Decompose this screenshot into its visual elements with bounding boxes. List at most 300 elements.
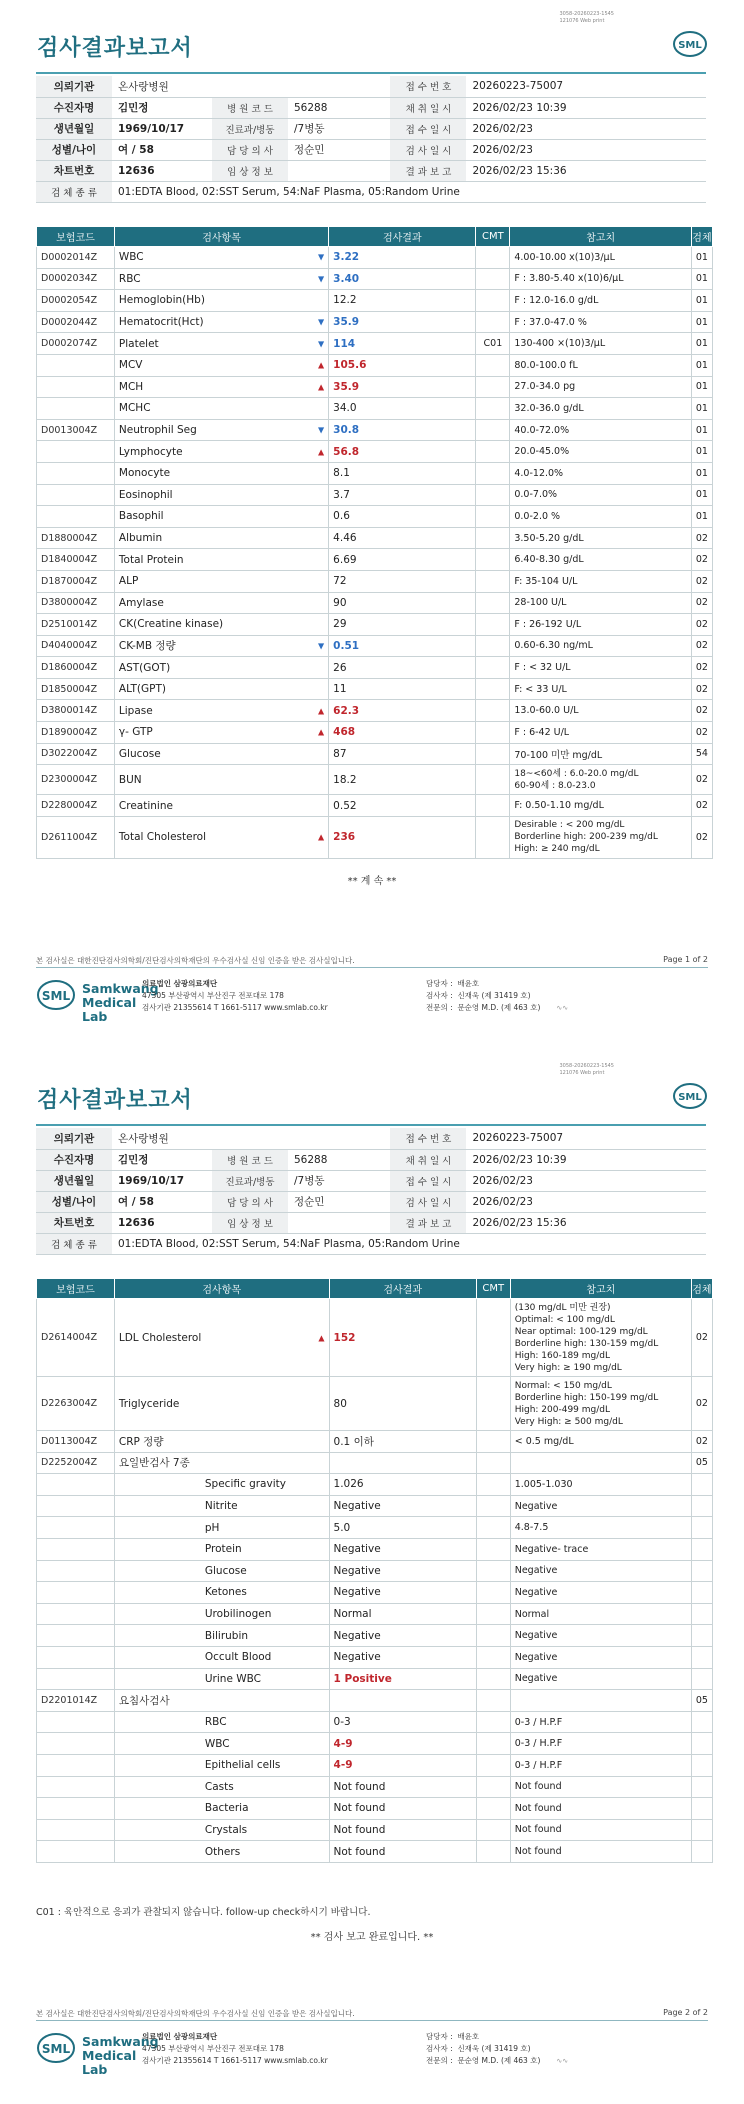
institution-value: 온사랑병원 — [112, 76, 390, 97]
comment-code — [476, 1517, 510, 1539]
reference-range: Negative — [510, 1560, 691, 1582]
test-date-value: 2026/02/23 — [466, 139, 706, 160]
specimen-code: 02 — [691, 614, 712, 636]
reference-range: Negative — [510, 1625, 691, 1647]
hospital-code-value: 56288 — [288, 1149, 390, 1170]
logo-text: SML — [41, 2042, 71, 2056]
comment-code — [476, 376, 510, 398]
insurance-code — [37, 1776, 115, 1798]
table-row — [37, 441, 713, 463]
reference-line: Optimal: < 100 mg/dL — [514, 1314, 615, 1325]
comment-code — [476, 570, 510, 592]
logo-text: SML — [678, 40, 702, 51]
reference-range: Normal — [510, 1603, 691, 1625]
test-result: Negative — [329, 1582, 476, 1604]
staff-label: 전문의 : — [426, 1003, 453, 1012]
org-address: 47305 부산광역시 부산진구 전포대로 178 — [142, 991, 284, 1000]
test-result: 4-9 — [329, 1754, 476, 1776]
test-item — [114, 765, 328, 795]
specimen-code: 02 — [691, 1377, 712, 1431]
test-item — [114, 376, 328, 398]
specimen-code — [691, 1668, 712, 1690]
test-item — [114, 1377, 329, 1431]
specimen-code — [691, 1733, 712, 1755]
logo-text: SML — [41, 989, 71, 1003]
dept-label: 진료과/병동 — [212, 1170, 288, 1191]
reference-range: 0-3 / H.P.F — [510, 1733, 691, 1755]
specimen-code — [691, 1495, 712, 1517]
insurance-code — [37, 1560, 115, 1582]
insurance-code — [37, 1538, 115, 1560]
dob-label: 생년월일 — [36, 1170, 112, 1191]
table-row — [37, 635, 713, 657]
comment-code — [476, 678, 510, 700]
test-item — [114, 1538, 329, 1560]
reference-range: F : 6-42 U/L — [510, 722, 692, 744]
reference-line: 60-90세 : 8.0-23.0 — [514, 780, 596, 791]
receipt-no-value: 20260223-75007 — [466, 1128, 706, 1149]
test-item-label: Total Protein — [118, 553, 184, 566]
col-header-result: 검사결과 — [329, 227, 476, 247]
test-result: 1.026 — [329, 1474, 476, 1496]
col-header-ref: 참고치 — [510, 227, 692, 247]
table-row — [37, 1560, 713, 1582]
table-row — [37, 333, 713, 355]
test-result: 18.2 — [329, 765, 476, 795]
test-item-label: Casts — [204, 1780, 234, 1793]
insurance-code — [37, 1625, 115, 1647]
test-item-label: Urobilinogen — [204, 1608, 272, 1621]
test-item-label: Ketones — [204, 1586, 247, 1599]
table-row — [37, 484, 713, 506]
test-item — [114, 657, 328, 679]
test-item — [114, 1841, 329, 1863]
table-row — [37, 398, 713, 420]
table-row — [37, 1711, 713, 1733]
col-header-cmt: CMT — [476, 227, 510, 247]
high-flag-icon: ▲ — [318, 706, 325, 716]
reference-range: F : 12.0-16.0 g/dL — [510, 290, 692, 312]
insurance-code: D0002014Z — [37, 247, 115, 269]
table-row — [37, 570, 713, 592]
reference-range: 6.40-8.30 g/dL — [510, 549, 692, 571]
test-item-label: RBC — [204, 1716, 227, 1729]
specimen-code: 02 — [691, 816, 712, 858]
test-result: 8.1 — [329, 462, 476, 484]
test-item — [114, 614, 328, 636]
specimen-code — [691, 1776, 712, 1798]
test-result: 0.6 — [329, 506, 476, 528]
staff-label: 검사자 : — [426, 2044, 453, 2053]
table-row — [37, 795, 713, 817]
test-result: Negative — [329, 1560, 476, 1582]
insurance-code — [37, 1495, 115, 1517]
reference-line: Normal: < 150 mg/dL — [514, 1380, 612, 1391]
specimen-label: 검 체 종 류 — [36, 181, 112, 202]
test-result: 87 — [329, 743, 476, 765]
reference-range: F: 35-104 U/L — [510, 570, 692, 592]
insurance-code: D3800004Z — [37, 592, 115, 614]
high-flag-icon: ▲ — [318, 1333, 325, 1342]
test-item — [114, 1299, 329, 1377]
staff-name: 문순영 M.D. (제 463 호) — [457, 1003, 541, 1012]
collect-time-label: 채 취 일 시 — [390, 97, 466, 118]
reference-line: High: ≥ 240 mg/dL — [514, 844, 600, 855]
table-row — [37, 354, 713, 376]
test-item — [114, 1754, 329, 1776]
insurance-code: D2252004Z — [37, 1452, 115, 1474]
test-result: Not found — [329, 1841, 476, 1863]
specimen-code: 02 — [691, 1431, 712, 1453]
test-item — [114, 1603, 329, 1625]
test-item-label: Bacteria — [204, 1802, 249, 1815]
staff-label: 검사자 : — [426, 991, 453, 1000]
results-table — [36, 226, 713, 859]
reference-range — [510, 1377, 691, 1431]
reference-range: 0-3 / H.P.F — [510, 1754, 691, 1776]
high-flag-icon: ▲ — [318, 832, 325, 842]
print-stamp — [559, 1063, 614, 1077]
test-date-label: 검 사 일 시 — [390, 139, 466, 160]
header-rule — [36, 72, 706, 74]
test-item — [114, 398, 328, 420]
insurance-code: D1890004Z — [37, 722, 115, 744]
reference-line: 18~<60세 : 6.0-20.0 mg/dL — [514, 768, 639, 779]
insurance-code — [37, 1646, 115, 1668]
reference-line: (130 mg/dL 미만 권장) — [514, 1302, 611, 1313]
insurance-code: D2611004Z — [37, 816, 115, 858]
reference-line: Borderline high: 150-199 mg/dL — [514, 1392, 659, 1403]
continued-text: ** 계 속 ** — [347, 876, 397, 887]
sml-mark-icon — [36, 978, 76, 1012]
table-row — [37, 592, 713, 614]
comment-code — [476, 765, 510, 795]
hospital-code-value: 56288 — [288, 97, 390, 118]
insurance-code — [37, 398, 115, 420]
report-title: 검사결과보고서 — [37, 1088, 193, 1113]
comment-code — [476, 1625, 510, 1647]
chart-no-value: 12636 — [112, 160, 212, 181]
test-item-label: Epithelial cells — [204, 1759, 281, 1772]
test-result: 1 Positive — [329, 1668, 476, 1690]
test-item-label: Total Cholesterol — [118, 831, 207, 844]
receipt-date-label: 접 수 일 시 — [390, 118, 466, 139]
specimen-code — [691, 1560, 712, 1582]
sex-age-label: 성별/나이 — [36, 139, 112, 160]
test-item — [114, 1582, 329, 1604]
table-row — [37, 1625, 713, 1647]
reference-line: High: 200-499 mg/dL — [514, 1404, 611, 1415]
specimen-code: 02 — [691, 657, 712, 679]
table-row — [37, 268, 713, 290]
specimen-code: 01 — [691, 441, 712, 463]
chart-no-value: 12636 — [112, 1212, 212, 1233]
test-item-label: MCHC — [118, 402, 151, 415]
dept-value: /7병동 — [288, 1170, 390, 1191]
receipt-no-label: 접 수 번 호 — [390, 1128, 466, 1149]
patient-info-table — [36, 1128, 706, 1255]
test-item — [114, 795, 328, 817]
test-item-label: γ- GTP — [118, 726, 153, 739]
test-item — [114, 1819, 329, 1841]
test-result: 0-3 — [329, 1711, 476, 1733]
reference-line: Borderline high: 200-239 mg/dL — [514, 832, 658, 843]
test-item-label: Protein — [204, 1543, 242, 1556]
comment-code — [476, 1711, 510, 1733]
reference-range: F : 26-192 U/L — [510, 614, 692, 636]
comment-code — [476, 1474, 510, 1496]
test-result: 56.8 — [329, 441, 476, 463]
table-row — [37, 1474, 713, 1496]
comment-code — [476, 441, 510, 463]
staff-info — [426, 978, 568, 1014]
comment-code — [476, 795, 510, 817]
test-item-label: BUN — [118, 773, 142, 786]
insurance-code: D1860004Z — [37, 657, 115, 679]
test-result: 4.46 — [329, 527, 476, 549]
comment-code — [476, 1431, 510, 1453]
comment-code — [476, 1538, 510, 1560]
comment-code — [476, 592, 510, 614]
test-result: 72 — [329, 570, 476, 592]
reference-range — [510, 816, 692, 858]
reference-range: 32.0-36.0 g/dL — [510, 398, 692, 420]
test-item — [114, 1560, 329, 1582]
specimen-code: 02 — [691, 678, 712, 700]
clinical-info-value — [288, 160, 390, 181]
reference-range: 70-100 미만 mg/dL — [510, 743, 692, 765]
col-header-code: 보험코드 — [37, 227, 115, 247]
insurance-code: D0002034Z — [37, 268, 115, 290]
col-header-item: 검사항목 — [114, 227, 328, 247]
table-row — [37, 376, 713, 398]
table-row — [37, 506, 713, 528]
footer-rule — [36, 2020, 708, 2021]
test-result: 90 — [329, 592, 476, 614]
table-row — [37, 1377, 713, 1431]
col-header-item: 검사항목 — [114, 1279, 329, 1299]
accreditation-note: 본 검사실은 대한진단검사의학회/진단검사의학재단의 우수검사실 신임 인증을 받은 검사실입니다. — [36, 2009, 355, 2018]
test-result: 35.9 — [329, 311, 476, 333]
table-row — [37, 1299, 713, 1377]
staff-label: 담당자 : — [426, 979, 453, 988]
report-complete-text: ** 검사 보고 완료입니다. ** — [310, 1932, 434, 1943]
reference-line: Desirable : < 200 mg/dL — [514, 820, 625, 831]
reference-range: Not found — [510, 1819, 691, 1841]
test-result: 12.2 — [329, 290, 476, 312]
test-item — [114, 290, 328, 312]
report-date-value: 2026/02/23 15:36 — [466, 1212, 706, 1233]
dob-label: 생년월일 — [36, 118, 112, 139]
test-item-label: Amylase — [118, 596, 164, 609]
high-flag-icon: ▲ — [318, 727, 325, 737]
specimen-code: 02 — [691, 549, 712, 571]
comment-code — [476, 1646, 510, 1668]
test-result: 3.7 — [329, 484, 476, 506]
receipt-no-value: 20260223-75007 — [466, 76, 706, 97]
comment-code — [476, 700, 510, 722]
specimen-code: 05 — [691, 1452, 712, 1474]
test-result: 114 — [329, 333, 476, 355]
clinical-info-label: 임 상 정 보 — [212, 1212, 288, 1233]
test-item-label: Basophil — [118, 510, 164, 523]
reference-range: 20.0-45.0% — [510, 441, 692, 463]
test-item-label: Nitrite — [204, 1500, 238, 1513]
test-item-label: ALT(GPT) — [118, 683, 166, 696]
comment-note: C01 : 육안적으로 응괴가 관찰되지 않습니다. follow-up check하시기 바랍니다. — [36, 1907, 371, 1918]
test-item-label: Lymphocyte — [118, 445, 183, 458]
test-item-label: Neutrophil Seg — [118, 424, 197, 437]
specimen-code: 02 — [691, 592, 712, 614]
table-row — [37, 527, 713, 549]
comment-code — [476, 1841, 510, 1863]
specimen-code — [691, 1798, 712, 1820]
reference-range: 13.0-60.0 U/L — [510, 700, 692, 722]
test-item-label: Hematocrit(Hct) — [118, 316, 204, 329]
footer-rule — [36, 967, 708, 968]
sml-logo-icon — [672, 1082, 708, 1110]
insurance-code: D2201014Z — [37, 1690, 115, 1712]
test-item-label: Monocyte — [118, 467, 171, 480]
reference-range: F : 37.0-47.0 % — [510, 311, 692, 333]
test-item-label: Urine WBC — [204, 1672, 261, 1685]
test-result: 105.6 — [329, 354, 476, 376]
reference-range — [510, 1299, 691, 1377]
test-result: Negative — [329, 1495, 476, 1517]
table-row — [37, 1452, 713, 1474]
report-title: 검사결과보고서 — [37, 36, 193, 61]
receipt-date-value: 2026/02/23 — [466, 118, 706, 139]
test-item-label: AST(GOT) — [118, 661, 171, 674]
table-row — [37, 1798, 713, 1820]
comment-code: C01 — [476, 333, 510, 355]
test-item — [114, 1776, 329, 1798]
test-item-label: Glucose — [118, 747, 161, 760]
org-name: 의료법인 삼광의료재단 — [142, 2032, 218, 2041]
reference-range: Negative- trace — [510, 1538, 691, 1560]
stamp-line: 3058-20260223-1545 — [559, 11, 614, 17]
institution-value: 온사랑병원 — [112, 1128, 390, 1149]
reference-range: Not found — [510, 1841, 691, 1863]
table-row — [37, 1431, 713, 1453]
test-item — [114, 1431, 329, 1453]
staff-label: 전문의 : — [426, 2056, 453, 2065]
insurance-code — [37, 354, 115, 376]
reference-range: F : 3.80-5.40 x(10)6/μL — [510, 268, 692, 290]
test-date-label: 검 사 일 시 — [390, 1191, 466, 1212]
test-item — [114, 1733, 329, 1755]
reference-range: 130-400 ×(10)3/μL — [510, 333, 692, 355]
table-row — [37, 462, 713, 484]
name-value: 김민정 — [112, 97, 212, 118]
insurance-code — [37, 1517, 115, 1539]
test-item-label: CK-MB 정량 — [118, 640, 176, 653]
insurance-code: D1850004Z — [37, 678, 115, 700]
col-header-spec: 검체 — [691, 1279, 712, 1299]
low-flag-icon: ▼ — [318, 641, 325, 651]
reference-range: 4.00-10.00 x(10)3/μL — [510, 247, 692, 269]
reference-range: F: 0.50-1.10 mg/dL — [510, 795, 692, 817]
specimen-code: 05 — [691, 1690, 712, 1712]
test-item-label: Bilirubin — [204, 1629, 249, 1642]
insurance-code: D2300004Z — [37, 765, 115, 795]
chart-label: 차트번호 — [36, 160, 112, 181]
reference-line: Very high: ≥ 190 mg/dL — [514, 1362, 622, 1373]
hospital-code-label: 병 원 코 드 — [212, 1149, 288, 1170]
specimen-code: 01 — [691, 290, 712, 312]
report-date-value: 2026/02/23 15:36 — [466, 160, 706, 181]
comment-code — [476, 549, 510, 571]
test-date-value: 2026/02/23 — [466, 1191, 706, 1212]
comment-code — [476, 268, 510, 290]
test-item-label: Specific gravity — [204, 1478, 286, 1491]
staff-name: 문순영 M.D. (제 463 호) — [457, 2056, 541, 2065]
test-item-label: CK(Creatine kinase) — [118, 618, 224, 631]
receipt-no-label: 접 수 번 호 — [390, 76, 466, 97]
test-item-label: Platelet — [118, 337, 159, 350]
receipt-date-label: 접 수 일 시 — [390, 1170, 466, 1191]
table-row — [37, 1668, 713, 1690]
accreditation-note: 본 검사실은 대한진단검사의학회/진단검사의학재단의 우수검사실 신임 인증을 받은 검사실입니다. — [36, 956, 355, 965]
reference-range: Not found — [510, 1776, 691, 1798]
dob-value: 1969/10/17 — [112, 118, 212, 139]
comment-code — [476, 311, 510, 333]
specimen-code: 02 — [691, 527, 712, 549]
insurance-code: D0013004Z — [37, 419, 115, 441]
test-item — [114, 247, 328, 269]
collect-time-value: 2026/02/23 10:39 — [466, 1149, 706, 1170]
insurance-code — [37, 1603, 115, 1625]
specimen-code: 02 — [691, 700, 712, 722]
test-item — [114, 1668, 329, 1690]
test-item — [114, 462, 328, 484]
doctor-label: 담 당 의 사 — [212, 1191, 288, 1212]
reference-range: Not found — [510, 1798, 691, 1820]
reference-range — [510, 1452, 691, 1474]
table-row — [37, 290, 713, 312]
test-item — [114, 506, 328, 528]
comment-code — [476, 247, 510, 269]
test-result: 0.51 — [329, 635, 476, 657]
test-item — [114, 549, 328, 571]
insurance-code — [37, 1841, 115, 1863]
insurance-code — [37, 1819, 115, 1841]
test-item-label: Crystals — [204, 1823, 248, 1836]
specimen-code: 02 — [691, 795, 712, 817]
test-result: Not found — [329, 1819, 476, 1841]
patient-info-table — [36, 76, 706, 203]
specimen-code: 02 — [691, 570, 712, 592]
table-row — [37, 1690, 713, 1712]
insurance-code — [37, 376, 115, 398]
specimen-code — [691, 1517, 712, 1539]
specimen-code — [691, 1538, 712, 1560]
comment-code — [476, 657, 510, 679]
comment-code — [476, 743, 510, 765]
specimen-code — [691, 1711, 712, 1733]
high-flag-icon: ▲ — [318, 360, 325, 370]
test-item — [114, 743, 328, 765]
test-result: 6.69 — [329, 549, 476, 571]
reference-range — [510, 1690, 691, 1712]
doctor-label: 담 당 의 사 — [212, 139, 288, 160]
test-item — [114, 678, 328, 700]
table-row — [37, 247, 713, 269]
test-item-label: CRP 정량 — [118, 1435, 164, 1448]
specimen-code: 01 — [691, 247, 712, 269]
report-date-label: 결 과 보 고 — [390, 160, 466, 181]
test-result: 0.52 — [329, 795, 476, 817]
